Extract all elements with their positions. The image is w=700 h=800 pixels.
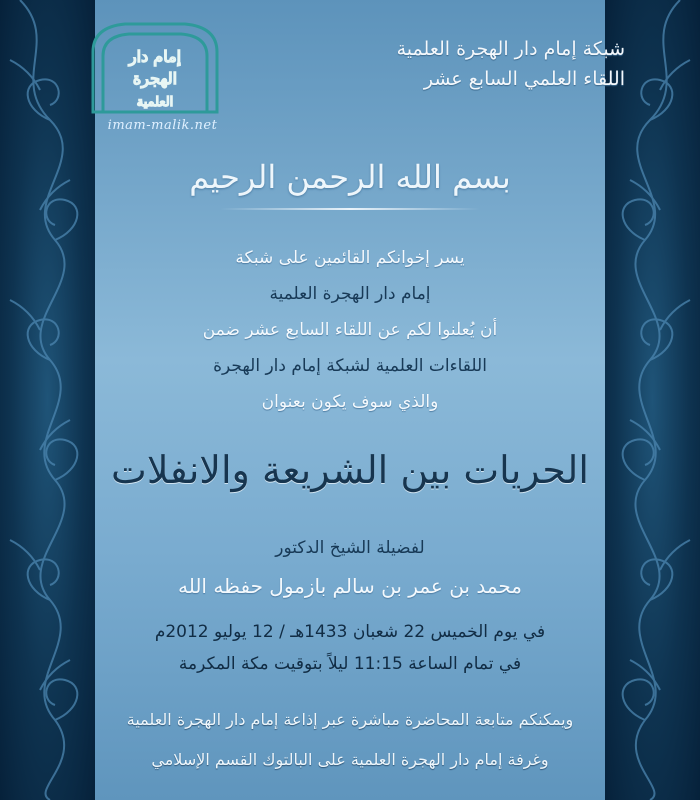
logo-line-3: العلمية (136, 95, 174, 110)
logo-line-2: الهجرة (132, 69, 178, 88)
announcement-text (0, 240, 700, 420)
speaker-name: محمد بن عمر بن سالم بازمول حفظه الله (177, 574, 523, 598)
speaker-block (0, 530, 700, 606)
announcement-line-4: اللقاءات العلمية لشبكة إمام دار الهجرة (213, 356, 487, 376)
event-date: في يوم الخميس 22 شعبان 1433هـ / 12 يوليو 2012م (154, 622, 546, 642)
footer-paltalk-line: وغرفة إمام دار الهجرة العلمية على البالتوك القسم الإسلامي (151, 750, 549, 769)
site-logo (85, 12, 225, 117)
speaker-honorific: لفضيلة الشيخ الدكتور (275, 538, 425, 558)
header-meeting-number: اللقاء العلمي السابع عشر (423, 68, 625, 90)
basmala-calligraphy: بسم الله الرحمن الرحيم (189, 158, 511, 196)
footer-block (0, 700, 700, 780)
announcement-line-1: يسر إخوانكم القائمين على شبكة (235, 248, 465, 268)
announcement-line-5: والذي سوف يكون بعنوان (261, 392, 439, 412)
header (397, 34, 625, 94)
logo-frame-icon (85, 12, 225, 117)
announcement-line-2: إمام دار الهجرة العلمية (269, 284, 431, 304)
logo-url: imam-malik.net (107, 118, 218, 133)
event-time: في تمام الساعة 11:15 ليلاً بتوقيت مكة المكرمة (178, 654, 522, 674)
lecture-title: الحريات بين الشريعة والانفلات (111, 448, 589, 492)
header-network-name: شبكة إمام دار الهجرة العلمية (396, 38, 625, 60)
schedule-block (0, 616, 700, 680)
announcement-line-3: أن يُعلنوا لكم عن اللقاء السابع عشر ضمن (202, 320, 498, 340)
logo-line-1: إمام دار (128, 47, 182, 66)
footer-radio-line: ويمكنكم متابعة المحاضرة مباشرة عبر إذاعة إمام دار الهجرة العلمية (126, 710, 574, 729)
basmala-underline (220, 208, 480, 210)
